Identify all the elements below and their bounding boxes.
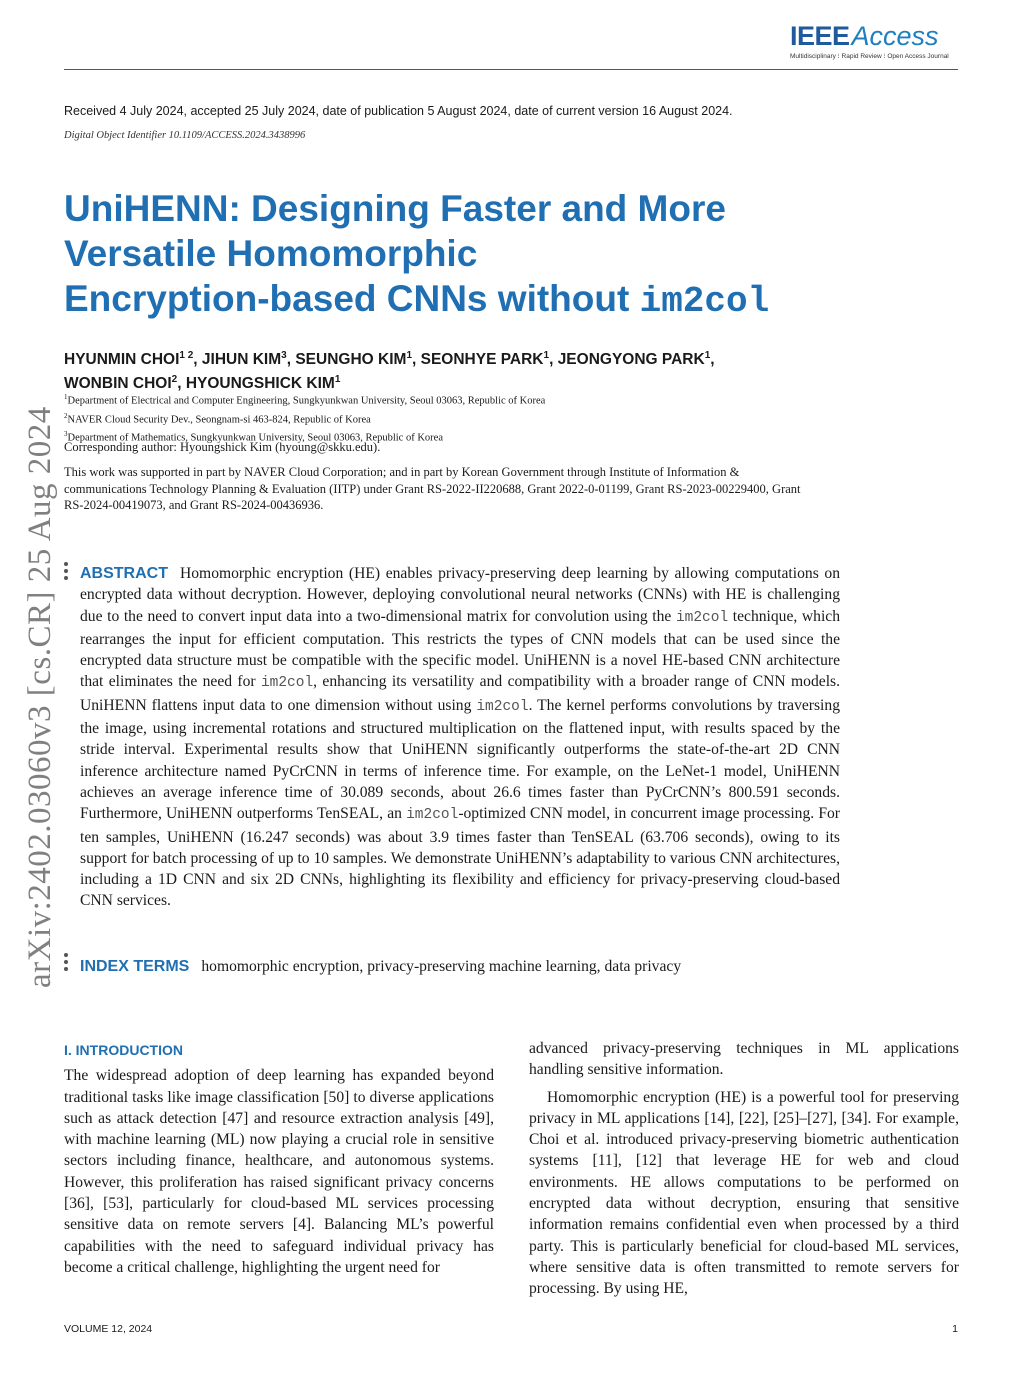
body-paragraph: Homomorphic encryption (HE) is a powerful tool for preserving privacy in ML applications [14], [22], [25]–[27], [34]. For example, Choi et al. introduced privacy-preserving biometric authentication systems [11], [12] that leverage HE for web and cloud environments. HE allows computations to be performed on encrypted data without decryption, ensuring that sensitive information remains confidential even when processed by a third party. This is particularly beneficial for cloud-based ML services, where sensitive data is often transmitted to remote servers for processing. By using HE, [529, 1088, 959, 1298]
header-divider [64, 69, 958, 70]
title-line-3-text: Encryption-based CNNs without [64, 278, 630, 319]
author-sup: 2 [171, 374, 178, 386]
section-heading-introduction: I. INTRODUCTION [64, 1042, 183, 1058]
paper-title [64, 186, 944, 324]
affiliation-text: NAVER Cloud Security Dev., Seongnam-si 463-824, Republic of Korea [67, 414, 371, 425]
author-name: JEONGYONG PARK [557, 351, 705, 369]
affiliation-item [64, 409, 944, 428]
abstract-text: -optimized CNN model, in concurrent image processing. For ten samples, UniHENN (16.247 seconds) was about 3.9 times faster than TenSEAL (63.706 seconds), owing to its support for batch processing of up to 10 samples. We demonstrate UniHENN’s adaptability to various CNN architectures, including a 1D CNN and six 2D CNNs, highlighting its flexibility and efficiency for privacy-preserving cloud-based CNN services. [80, 805, 841, 910]
author-sep: , [177, 375, 186, 393]
affiliation-sup: 2 [64, 411, 68, 420]
author-name: SEUNGHO KIM [295, 351, 407, 369]
index-terms-text: homomorphic encryption, privacy-preserving machine learning, data privacy [201, 958, 682, 975]
index-terms [80, 958, 840, 976]
logo-ieee-text: IEEE [790, 21, 850, 51]
inline-code: im2col [476, 698, 529, 715]
received-dates: Received 4 July 2024, accepted 25 July 2024, date of publication 5 August 2024, date of current version 16 August 2024. [64, 104, 733, 118]
corresponding-author: Corresponding author: Hyoungshick Kim (hyoung@skku.edu). [64, 440, 381, 454]
body-paragraph: advanced privacy-preserving techniques in ML applications handling sensitive information. [529, 1040, 959, 1079]
author-sep: , [286, 351, 296, 369]
index-terms-marker-dots [64, 953, 68, 974]
author-sep: , [412, 351, 421, 369]
logo-access-text: Access [851, 21, 939, 51]
author-sup: 1 [406, 350, 412, 361]
affiliation-text: Department of Mathematics, Sungkyunkwan University, Seoul 03063, Republic of Korea [67, 432, 443, 444]
title-line-2: Versatile Homomorphic [64, 233, 478, 274]
author-name: HYOUNGSHICK KIM [185, 375, 335, 393]
affiliation-sup: 1 [64, 393, 68, 401]
abstract-text: Homomorphic encryption (HE) enables privacy-preserving deep learning by allowing computations on encrypted data without decryption. However, deploying convolutional neural networks (CNNs) with HE is challenging due to the need to convert input data into a two-dimensional matrix for convolution using the [80, 565, 840, 625]
abstract-block [80, 563, 840, 912]
author-sep: , [193, 351, 202, 369]
author-name: HYUNMIN CHOI [64, 351, 180, 369]
body-column-right [529, 1038, 959, 1300]
abstract-label: ABSTRACT [80, 565, 168, 582]
doi-line: Digital Object Identifier 10.1109/ACCESS.2024.3438996 [64, 130, 306, 141]
author-sup: 1 [704, 350, 711, 361]
body-column-left [64, 1038, 494, 1278]
ieee-access-logo [790, 22, 950, 60]
logo-tagline: Multidisciplinary ⁝ Rapid Review ⁝ Open Access Journal [790, 53, 949, 60]
title-line-3 [64, 276, 944, 324]
footer-volume: VOLUME 12, 2024 [64, 1323, 153, 1335]
title-line-1: UniHENN: Designing Faster and More [64, 188, 726, 229]
abstract-text: technique, which rearranges the input for efficient computation. This restricts the types of CNN models that can be used since the encrypted data structure must be compatible with the specific model. UniHENN is a novel HE-based CNN architecture that eliminates the need for [80, 607, 841, 691]
arxiv-identifier-banner: arXiv:2402.03060v3 [cs.CR] 25 Aug 2024 [22, 406, 58, 988]
affiliations [64, 390, 944, 446]
index-terms-label: INDEX TERMS [80, 958, 190, 975]
funding-statement: This work was supported in part by NAVER Cloud Corporation; and in part by Korean Government through Institute of Information & communications Technology Planning & Evaluation (IITP) under Grant RS-2022-II220688, Grant 2022-0-01199, Grant RS-2023-00229400, Grant RS-2024-00419073, and Grant RS-2024-00436936. [64, 465, 801, 512]
inline-code: im2col [675, 609, 729, 626]
author-name: WONBIN CHOI [64, 375, 172, 393]
body-paragraph: The widespread adoption of deep learning has expanded beyond traditional tasks like image classification [50] to diverse applications such as attack detection [47] and resource extraction analysis [49], with machine learning (ML) now playing a crucial role in sensitive sectors including finance, healthcare, and autonomous systems. However, this proliferation has raised significant privacy concerns [36], [53], particularly for cloud-based ML services processing sensitive data on remote servers [4]. Balancing ML’s powerful capabilities with the need to safeguard individual privacy has become a critical challenge, highlighting the urgent need for [64, 1067, 494, 1276]
author-sep: , [710, 351, 715, 369]
title-code: im2col [639, 281, 770, 322]
affiliation-item [64, 390, 944, 409]
abstract-marker-dots [64, 562, 68, 583]
author-sup: 1 [543, 350, 550, 361]
abstract-text: . The kernel performs convolutions by traversing the image, using incremental rotations and structured multiplication on the flattened input, with results spaced by the stride interval. Experimental results show that UniHENN significantly outperforms the state-of-the-art 2D CNN inference architecture named PyCrCNN in terms of inference time. For example, on the LeNet-1 model, UniHENN achieves an average inference time of 30.089 seconds, about 26.6 times faster than PyCrCNN’s 800.591 seconds. Furthermore, UniHENN outperforms TenSEAL, an [80, 696, 840, 823]
author-list [64, 346, 944, 394]
author-name: SEONHYE PARK [420, 351, 544, 369]
inline-code: im2col [260, 675, 314, 692]
inline-code: im2col [406, 807, 459, 824]
abstract-text: , enhancing its versatility and compatibility with a broader range of CNN models. UniHENN flattens input data to one dimension without using [80, 673, 840, 714]
affiliation-sup: 3 [64, 430, 68, 438]
page-number: 1 [952, 1323, 958, 1335]
author-sep: , [549, 351, 558, 369]
affiliation-text: Department of Electrical and Computer Engineering, Sungkyunkwan University, Seoul 03063, Republic of Korea [67, 395, 546, 407]
author-sup: 3 [281, 350, 287, 361]
author-sup: 1 2 [179, 350, 194, 361]
author-sup: 1 [334, 374, 341, 386]
author-name: JIHUN KIM [201, 351, 282, 369]
